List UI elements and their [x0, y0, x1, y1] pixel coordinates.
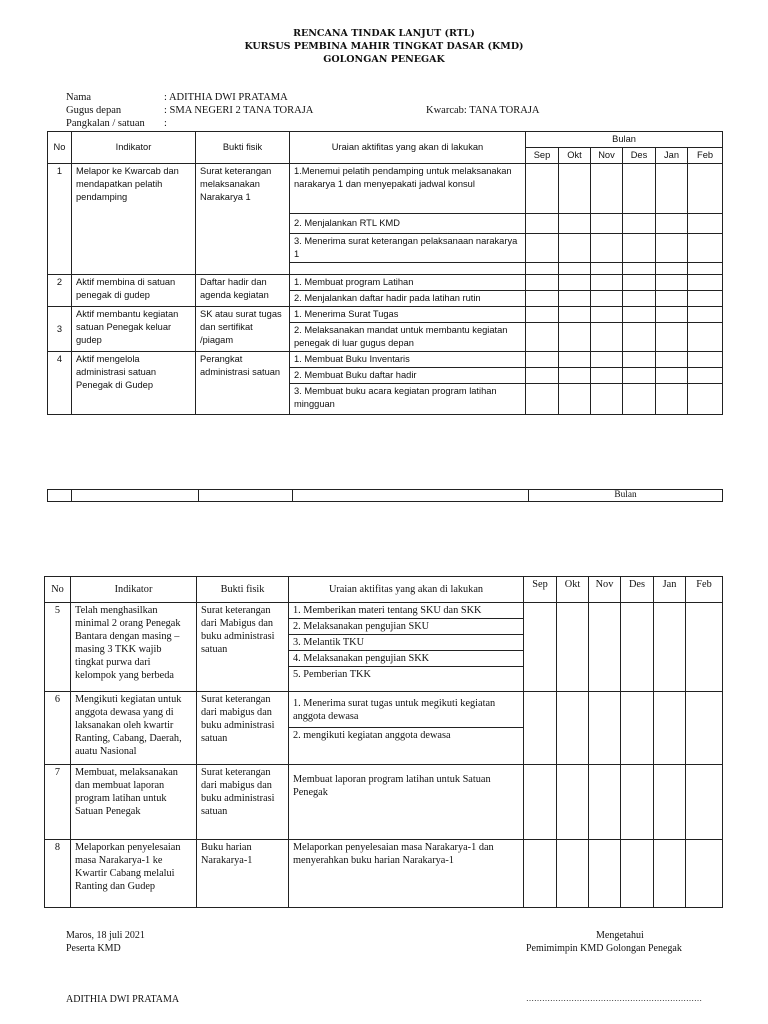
row-indikator: Telah menghasilkan minimal 2 orang Penegak Bantara dengan masing – masing 3 TKK wajib tingkat purwa dari kelompok yang berbeda — [71, 603, 197, 692]
header-bukti: Bukti fisik — [196, 132, 290, 164]
month-cell — [526, 263, 559, 275]
month-cell — [654, 692, 686, 765]
table-row — [48, 275, 723, 291]
header-uraian: Uraian aktifitas yang akan di lakukan — [290, 132, 526, 164]
month-cell — [621, 603, 654, 692]
header-month: Jan — [654, 577, 686, 603]
header-month: Nov — [591, 148, 623, 164]
row-indikator: Mengikuti kegiatan untuk anggota dewasa yang di laksanakan oleh kwartir Ranting, Cabang, Daerah, auatu Nasional — [71, 692, 197, 765]
row-uraian — [290, 263, 526, 275]
row-indikator: Melapor ke Kwarcab dan mendapatkan pelatih pendamping — [72, 164, 196, 275]
row-no: 6 — [45, 692, 71, 765]
month-cell — [688, 164, 723, 214]
pangkalan-label: Pangkalan / satuan — [66, 118, 145, 129]
row-uraian: 1. Menerima surat tugas untuk megikuti kegiatan anggota dewasa — [289, 692, 524, 728]
kwarcab-value: Kwarcab: TANA TORAJA — [426, 105, 540, 116]
month-cell — [623, 352, 656, 368]
table-row — [45, 840, 723, 908]
row-bukti: Surat keterangan dari Mabigus dan buku administrasi satuan — [197, 603, 289, 692]
month-cell — [591, 291, 623, 307]
month-cell — [591, 307, 623, 323]
month-cell — [623, 214, 656, 234]
empty-cell — [48, 490, 72, 502]
signature-dots: ………………………………………………………… — [526, 994, 702, 1003]
month-cell — [623, 291, 656, 307]
month-cell — [656, 352, 688, 368]
month-cell — [623, 234, 656, 263]
month-cell — [623, 307, 656, 323]
month-cell — [524, 840, 557, 908]
row-uraian: 5. Pemberian TKK — [289, 667, 524, 692]
header-month: Feb — [688, 148, 723, 164]
table-row — [48, 164, 723, 214]
month-cell — [688, 384, 723, 415]
month-cell — [559, 323, 591, 352]
header-uraian: Uraian aktifitas yang akan di lakukan — [289, 577, 524, 603]
row-uraian: 2. Membuat Buku daftar hadir — [290, 368, 526, 384]
month-cell — [623, 323, 656, 352]
rtl-table-3 — [44, 576, 723, 908]
month-cell — [526, 291, 559, 307]
month-cell — [557, 765, 589, 840]
month-cell — [688, 352, 723, 368]
header-no: No — [48, 132, 72, 164]
header-indikator: Indikator — [72, 132, 196, 164]
row-no: 7 — [45, 765, 71, 840]
month-cell — [591, 368, 623, 384]
month-cell — [686, 692, 723, 765]
header-month: Sep — [524, 577, 557, 603]
month-cell — [656, 384, 688, 415]
row-no: 8 — [45, 840, 71, 908]
month-cell — [686, 840, 723, 908]
row-indikator: Melaporkan penyelesaian masa Narakarya-1 ke Kwartir Cabang melalui Ranting dan Gudep — [71, 840, 197, 908]
row-uraian: 1.Menemui pelatih pendamping untuk melaksanakan narakarya 1 dan menyepakati jadwal konsul — [290, 164, 526, 214]
month-cell — [623, 368, 656, 384]
month-cell — [557, 840, 589, 908]
table-row — [48, 352, 723, 368]
header-indikator: Indikator — [71, 577, 197, 603]
month-cell — [656, 234, 688, 263]
month-cell — [559, 352, 591, 368]
row-uraian: 3. Melantik TKU — [289, 635, 524, 651]
month-cell — [654, 765, 686, 840]
month-cell — [559, 234, 591, 263]
month-cell — [656, 275, 688, 291]
month-cell — [688, 307, 723, 323]
month-cell — [591, 234, 623, 263]
month-cell — [559, 275, 591, 291]
signer-role-left: Peserta KMD — [66, 943, 121, 954]
month-cell — [526, 384, 559, 415]
month-cell — [557, 603, 589, 692]
month-cell — [623, 164, 656, 214]
month-cell — [589, 765, 621, 840]
month-cell — [688, 368, 723, 384]
empty-cell — [293, 490, 529, 502]
header-bulan: Bulan — [529, 490, 723, 502]
month-cell — [656, 291, 688, 307]
row-uraian: 2. Menjalankan RTL KMD — [290, 214, 526, 234]
header-bukti: Bukti fisik — [197, 577, 289, 603]
month-cell — [688, 234, 723, 263]
month-cell — [557, 692, 589, 765]
mengetahui-label: Mengetahui — [596, 930, 644, 941]
row-bukti: SK atau surat tugas dan sertifikat /piagam — [196, 307, 290, 352]
month-cell — [591, 323, 623, 352]
table-row — [45, 765, 723, 840]
month-cell — [656, 368, 688, 384]
signer-role-right: Pemimimpin KMD Golongan Penegak — [526, 943, 682, 954]
month-cell — [524, 603, 557, 692]
header-month: Des — [623, 148, 656, 164]
month-cell — [688, 263, 723, 275]
row-uraian: 1. Menerima Surat Tugas — [290, 307, 526, 323]
month-cell — [623, 384, 656, 415]
month-cell — [526, 352, 559, 368]
month-cell — [686, 603, 723, 692]
header-month: Okt — [557, 577, 589, 603]
row-indikator: Aktif membantu kegiatan satuan Penegak keluar gudep — [72, 307, 196, 352]
row-no: 5 — [45, 603, 71, 692]
row-uraian: 3. Menerima surat keterangan pelaksanaan narakarya 1 — [290, 234, 526, 263]
row-uraian: Melaporkan penyelesaian masa Narakarya-1 dan menyerahkan buku harian Narakarya-1 — [289, 840, 524, 908]
row-bukti: Daftar hadir dan agenda kegiatan — [196, 275, 290, 307]
rtl-table-2 — [47, 489, 723, 502]
doc-title: RENCANA TINDAK LANJUT (RTL) — [293, 28, 475, 39]
month-cell — [591, 275, 623, 291]
month-cell — [526, 307, 559, 323]
month-cell — [623, 275, 656, 291]
month-cell — [559, 307, 591, 323]
row-no: 2 — [48, 275, 72, 307]
month-cell — [524, 765, 557, 840]
month-cell — [589, 840, 621, 908]
month-cell — [591, 164, 623, 214]
month-cell — [656, 307, 688, 323]
month-cell — [591, 384, 623, 415]
row-uraian: 2. Melaksanakan mandat untuk membantu kegiatan penegak di luar gugus depan — [290, 323, 526, 352]
row-bukti: Perangkat administrasi satuan — [196, 352, 290, 415]
month-cell — [688, 291, 723, 307]
gugus-value: : SMA NEGERI 2 TANA TORAJA — [164, 105, 314, 116]
month-cell — [526, 275, 559, 291]
row-uraian: 1. Membuat program Latihan — [290, 275, 526, 291]
header-month: Jan — [656, 148, 688, 164]
month-cell — [524, 692, 557, 765]
nama-label: Nama — [66, 92, 92, 103]
nama-value: : ADITHIA DWI PRATAMA — [164, 92, 288, 103]
month-cell — [688, 323, 723, 352]
month-cell — [589, 692, 621, 765]
row-bukti: Surat keterangan dari mabigus dan buku administrasi satuan — [197, 692, 289, 765]
month-cell — [656, 263, 688, 275]
row-uraian: 4. Melaksanakan pengujian SKK — [289, 651, 524, 667]
month-cell — [656, 164, 688, 214]
header-no: No — [45, 577, 71, 603]
row-uraian: 2. Menjalankan daftar hadir pada latihan rutin — [290, 291, 526, 307]
signer-name-left: ADITHIA DWI PRATAMA — [66, 994, 180, 1005]
row-indikator: Aktif membina di satuan penegak di gudep — [72, 275, 196, 307]
doc-subtitle-2: GOLONGAN PENEGAK — [323, 54, 445, 65]
row-uraian: 1. Memberikan materi tentang SKU dan SKK — [289, 603, 524, 619]
header-bulan: Bulan — [526, 132, 723, 148]
header-month: Feb — [686, 577, 723, 603]
month-cell — [654, 603, 686, 692]
month-cell — [686, 765, 723, 840]
doc-subtitle: KURSUS PEMBINA MAHIR TINGKAT DASAR (KMD) — [244, 41, 524, 52]
row-indikator: Aktif mengelola administrasi satuan Penegak di Gudep — [72, 352, 196, 415]
month-cell — [591, 263, 623, 275]
gugus-label: Gugus depan — [66, 105, 122, 116]
month-cell — [559, 263, 591, 275]
month-cell — [623, 263, 656, 275]
row-no: 4 — [48, 352, 72, 415]
month-cell — [526, 234, 559, 263]
month-cell — [688, 275, 723, 291]
month-cell — [559, 384, 591, 415]
month-cell — [526, 214, 559, 234]
month-cell — [656, 323, 688, 352]
row-bukti: Buku harian Narakarya-1 — [197, 840, 289, 908]
month-cell — [559, 368, 591, 384]
table-row — [48, 307, 723, 323]
row-indikator: Membuat, melaksanakan dan membuat laporan program latihan untuk Satuan Penegak — [71, 765, 197, 840]
month-cell — [688, 214, 723, 234]
row-no: 3 — [48, 307, 72, 352]
month-cell — [591, 352, 623, 368]
month-cell — [559, 291, 591, 307]
month-cell — [656, 214, 688, 234]
month-cell — [621, 692, 654, 765]
month-cell — [591, 214, 623, 234]
row-uraian: 1. Membuat Buku Inventaris — [290, 352, 526, 368]
table-row — [45, 692, 723, 728]
month-cell — [526, 323, 559, 352]
row-uraian: 2. mengikuti kegiatan anggota dewasa — [289, 728, 524, 765]
empty-cell — [72, 490, 199, 502]
month-cell — [654, 840, 686, 908]
month-cell — [559, 214, 591, 234]
row-bukti: Surat keterangan melaksanakan Narakarya 1 — [196, 164, 290, 275]
place-date: Maros, 18 juli 2021 — [66, 930, 145, 941]
month-cell — [526, 164, 559, 214]
table-row — [45, 603, 723, 619]
month-cell — [526, 368, 559, 384]
pangkalan-value: : — [164, 118, 167, 129]
month-cell — [621, 765, 654, 840]
month-cell — [621, 840, 654, 908]
row-bukti: Surat keterangan dari mabigus dan buku administrasi satuan — [197, 765, 289, 840]
header-month: Des — [621, 577, 654, 603]
rtl-table-1 — [47, 131, 723, 415]
header-month: Okt — [559, 148, 591, 164]
header-month: Sep — [526, 148, 559, 164]
row-uraian: 2. Melaksanakan pengujian SKU — [289, 619, 524, 635]
empty-cell — [199, 490, 293, 502]
month-cell — [559, 164, 591, 214]
month-cell — [589, 603, 621, 692]
row-no: 1 — [48, 164, 72, 275]
row-uraian: Membuat laporan program latihan untuk Satuan Penegak — [289, 765, 524, 840]
header-month: Nov — [589, 577, 621, 603]
row-uraian: 3. Membuat buku acara kegiatan program latihan mingguan — [290, 384, 526, 415]
